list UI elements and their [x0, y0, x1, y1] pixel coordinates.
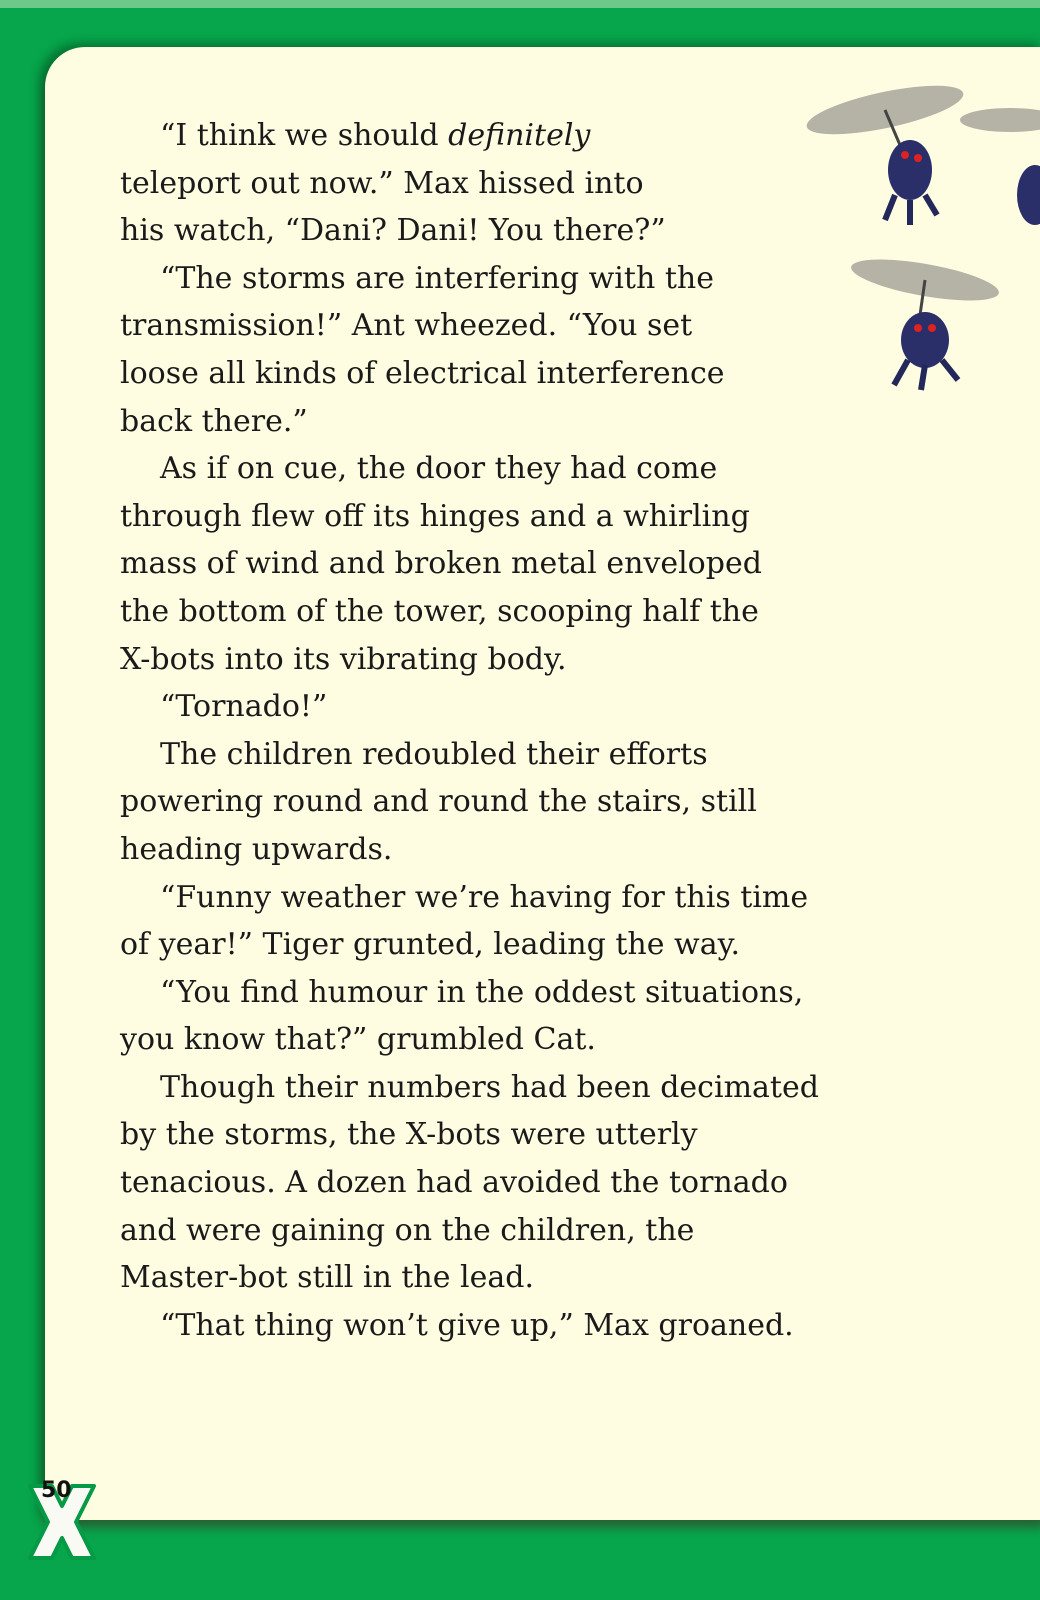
text-line: of year!” Tiger grunted, leading the way. [120, 927, 741, 963]
text-line: back there.” [120, 403, 308, 439]
x-bot-1 [803, 76, 967, 225]
text-line: “Tornado!” [160, 689, 328, 725]
page-number: 50 [41, 1478, 72, 1503]
emphasis: definitely [448, 118, 591, 153]
text-line: “Funny weather we’re having for this time [160, 879, 809, 915]
story-text [120, 112, 819, 1349]
text-line: Though their numbers had been decimated [160, 1069, 819, 1105]
text-line: “You find humour in the oddest situations, [160, 974, 804, 1010]
text-line: mass of wind and broken metal enveloped [120, 546, 762, 582]
text-line: transmission!” Ant wheezed. “You set [120, 308, 693, 344]
frame-top-band [0, 0, 1040, 8]
text-line: “I think we should definitely [160, 118, 591, 153]
text-line: loose all kinds of electrical interference [120, 355, 725, 391]
text-line: by the storms, the X-bots were utterly [120, 1117, 698, 1153]
text-line: heading upwards. [120, 831, 393, 867]
text-line: and were gaining on the children, the [120, 1212, 695, 1248]
text-line: powering round and round the stairs, still [120, 784, 757, 820]
text-line: “That thing won’t give up,” Max groaned. [160, 1307, 794, 1343]
text-line: the bottom of the tower, scooping half the [120, 593, 759, 629]
x-bot-2 [960, 108, 1040, 225]
text-line: his watch, “Dani? Dani! You there?” [120, 213, 666, 249]
text-line: tenacious. A dozen had avoided the tornado [120, 1165, 788, 1201]
text-line: Master-bot still in the lead. [120, 1260, 535, 1296]
text-line: teleport out now.” Max hissed into [120, 165, 644, 201]
text-line: As if on cue, the door they had come [160, 451, 718, 487]
text-line: The children redoubled their efforts [160, 736, 708, 772]
text-line: through flew off its hinges and a whirling [120, 498, 750, 534]
text-line: you know that?” grumbled Cat. [120, 1022, 596, 1058]
text-line: “The storms are interfering with the [160, 260, 714, 296]
x-bot-3 [848, 251, 1001, 390]
text-line: X-bots into its vibrating body. [120, 641, 567, 677]
